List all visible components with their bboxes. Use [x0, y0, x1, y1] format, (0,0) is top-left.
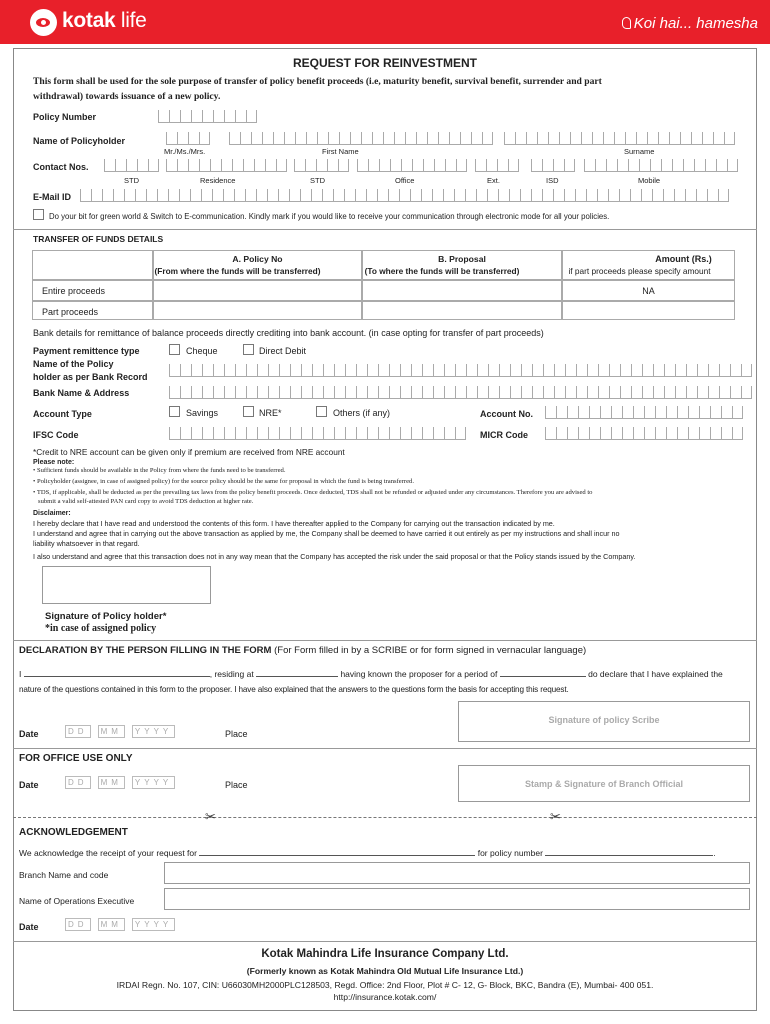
row2-amount-cell[interactable]: [562, 301, 735, 320]
note-2: • Policyholder (assignee, in case of assigned policy) for the source policy should be the same for proposal in which the fund is being transferred.: [33, 478, 414, 485]
tagline: Koi hai... hamesha: [622, 15, 758, 32]
cut-line: [13, 817, 757, 818]
note-3b: submit a valid self-attested PAN card copy to avoid TDS deduction at higher rate.: [38, 498, 254, 505]
email-boxes[interactable]: [80, 189, 729, 203]
operations-exec-field[interactable]: [164, 888, 750, 910]
note-3: • TDS, if applicable, shall be deducted as per the prevailing tax laws from the policy benefit proceeds. Once deducted, TDS shall not be refunded or adjusted under any circumstances. Therefore you are advised to: [33, 489, 593, 496]
declaration-date-field[interactable]: DD MM YYYY: [65, 725, 175, 738]
isd-sublabel: ISD: [546, 176, 559, 185]
scissors-icon: ✂: [205, 809, 216, 824]
nre-checkbox[interactable]: [243, 406, 254, 417]
row1-policy-cell[interactable]: [153, 280, 362, 301]
notes-heading: Please note:: [33, 459, 75, 466]
col-b-subtitle: (To where the funds will be transferred): [364, 266, 520, 276]
savings-checkbox[interactable]: [169, 406, 180, 417]
row2-proposal-cell[interactable]: [362, 301, 562, 320]
account-number-label: Account No.: [480, 409, 533, 419]
policy-number-label: Policy Number: [33, 112, 97, 122]
brand-name: kotak life: [62, 9, 147, 32]
account-number-boxes[interactable]: [545, 406, 743, 420]
signature-sublabel: *in case of assigned policy: [45, 623, 157, 634]
policy-number-boxes[interactable]: [158, 110, 257, 124]
ecommunication-text: Do your bit for green world & Switch to E-communication. Kindly mark if you would like to receive your communication through electronic mode for all your policies.: [49, 212, 610, 221]
bank-name-boxes[interactable]: [169, 386, 752, 400]
std-sublabel-1: STD: [124, 176, 139, 185]
footer-registration: IRDAI Regn. No. 107, CIN: U66030MH2000PLC128503, Regd. Office: 2nd Floor, Plot # C- 12, G- Block, BKC, Bandra (E), Mumbai- 400 051.: [116, 980, 654, 990]
declaration-date-label: Date: [19, 729, 39, 739]
footer-url[interactable]: http://insurance.kotak.com/: [333, 992, 437, 1002]
residence-sublabel: Residence: [200, 176, 236, 185]
bank-holder-boxes[interactable]: [169, 364, 752, 378]
bank-holder-label-2: holder as per Bank Record: [33, 372, 148, 382]
account-type-label: Account Type: [33, 409, 92, 419]
nre-label: NRE*: [259, 408, 282, 418]
bank-details-intro: Bank details for remittance of balance proceeds directly crediting into bank account. (in case opting for transfer of part proceeds): [33, 328, 544, 338]
email-label: E-Mail ID: [33, 192, 72, 202]
office-sublabel: Office: [395, 176, 415, 185]
surname-sublabel: Surname: [624, 147, 655, 156]
direct-debit-checkbox[interactable]: [243, 344, 254, 355]
col-a-title: A. Policy No: [232, 254, 283, 264]
micr-label: MICR Code: [480, 430, 528, 440]
part-proceeds-label: Part proceeds: [42, 307, 99, 317]
disclaimer-1: I hereby declare that I have read and understood the contents of this form. I have thereafter applied to the Company for carrying out the transaction indicated by me.: [33, 519, 555, 528]
declaration-heading: DECLARATION BY THE PERSON FILLING IN THE FORM (For Form filled in by a SCRIBE or for form signed in vernacular language): [19, 645, 587, 656]
divider: [13, 229, 757, 230]
declaration-line-2: nature of the questions contained in this form to the proposer. I have also explained that the answers to the questions form the basis for accepting this request.: [19, 685, 569, 694]
policyholder-name-label: Name of Policyholder: [33, 136, 126, 146]
footer-company: Kotak Mahindra Life Insurance Company Ltd.: [261, 948, 509, 960]
std-sublabel-2: STD: [310, 176, 325, 185]
std-res-boxes[interactable]: [104, 159, 159, 173]
ext-boxes[interactable]: [475, 159, 519, 173]
intro-line-1: This form shall be used for the sole purpose of transfer of policy benefit proceeds (i.e, maturity benefit, survival benefit, surrender and part: [33, 76, 602, 87]
request-type-blank[interactable]: [199, 855, 475, 856]
surname-boxes[interactable]: [504, 132, 735, 146]
col-c-title: Amount (Rs.): [655, 254, 712, 264]
row2-policy-cell[interactable]: [153, 301, 362, 320]
divider: [13, 748, 757, 749]
contact-label: Contact Nos.: [33, 162, 89, 172]
office-date-label: Date: [19, 780, 39, 790]
payment-type-label: Payment remittence type: [33, 346, 140, 356]
operations-exec-label: Name of Operations Executive: [19, 896, 135, 906]
row1-proposal-cell[interactable]: [362, 280, 562, 301]
others-label: Others (if any): [333, 408, 391, 418]
micr-boxes[interactable]: [545, 427, 743, 441]
entire-proceeds-amount: NA: [642, 286, 655, 296]
divider: [13, 941, 757, 942]
footer-formerly: (Formerly known as Kotak Mahindra Old Mutual Life Insurance Ltd.): [246, 966, 524, 976]
ifsc-boxes[interactable]: [169, 427, 466, 441]
nre-credit-note: *Credit to NRE account can be given only if premium are received from NRE account: [33, 447, 345, 457]
declaration-line-1: I , residing at having known the proposer for a period of do declare that I have explained the: [19, 669, 723, 679]
office-date-field[interactable]: DD MM YYYY: [65, 776, 175, 789]
col-b-title: B. Proposal: [438, 254, 486, 264]
ifsc-label: IFSC Code: [33, 430, 79, 440]
std-office-boxes[interactable]: [294, 159, 349, 173]
period-blank[interactable]: [500, 676, 586, 677]
disclaimer-2: I understand and agree that in carrying out the above transaction as applied by me, the Company shall be deemed to have carried it out entirely as per my instructions and shall incur no: [33, 529, 620, 538]
office-boxes[interactable]: [357, 159, 467, 173]
mobile-sublabel: Mobile: [638, 176, 661, 185]
col-a-subtitle: (From where the funds will be transferred): [154, 266, 321, 276]
savings-label: Savings: [186, 408, 219, 418]
signature-label: Signature of Policy holder*: [45, 611, 167, 622]
residence-boxes[interactable]: [166, 159, 287, 173]
isd-boxes[interactable]: [531, 159, 575, 173]
policyholder-signature-box[interactable]: [42, 566, 211, 604]
acknowledgement-line: We acknowledge the receipt of your request for for policy number .: [19, 848, 716, 858]
bank-holder-label-1: Name of the Policy: [33, 359, 114, 369]
cheque-label: Cheque: [186, 346, 218, 356]
branch-name-label: Branch Name and code: [19, 870, 109, 880]
cheque-checkbox[interactable]: [169, 344, 180, 355]
others-checkbox[interactable]: [316, 406, 327, 417]
scribe-signature-label: Signature of policy Scribe: [548, 715, 660, 725]
divider: [13, 640, 757, 641]
declaration-place-label: Place: [225, 729, 248, 739]
intro-line-2: withdrawal) towards issuance of a new policy.: [33, 91, 221, 102]
kotak-logo-icon: [30, 9, 57, 36]
first-name-sublabel: First Name: [322, 147, 359, 156]
first-name-boxes[interactable]: [229, 132, 493, 146]
title-boxes[interactable]: [166, 132, 210, 146]
form-title: REQUEST FOR REINVESTMENT: [292, 56, 477, 70]
direct-debit-label: Direct Debit: [259, 346, 307, 356]
disclaimer-3: I also understand and agree that this transaction does not in any way mean that the Company has accepted the risk under the said proposal or that the Policy stands issued by the Company.: [33, 552, 636, 561]
scribe-address-blank[interactable]: [256, 676, 338, 677]
note-1: • Sufficient funds should be available in the Policy from where the funds need to be transferred.: [33, 467, 286, 474]
disclaimer-2b: liability whatsoever in that regard.: [33, 539, 140, 548]
col-c-subtitle: if part proceeds please specify amount: [568, 266, 711, 276]
acknowledgement-heading: ACKNOWLEDGEMENT: [19, 827, 128, 838]
entire-proceeds-label: Entire proceeds: [42, 286, 106, 296]
mobile-boxes[interactable]: [584, 159, 738, 173]
scribe-name-blank[interactable]: [24, 676, 210, 677]
ack-policy-number-blank[interactable]: [545, 855, 713, 856]
title-sublabel: Mr./Ms./Mrs.: [164, 147, 206, 156]
ack-date-label: Date: [19, 922, 39, 932]
ecommunication-checkbox[interactable]: [33, 209, 44, 220]
office-use-heading: FOR OFFICE USE ONLY: [19, 753, 133, 764]
person-icon: [622, 17, 631, 29]
branch-name-field[interactable]: [164, 862, 750, 884]
header-bar: [0, 0, 770, 44]
transfer-heading: TRANSFER OF FUNDS DETAILS: [33, 234, 164, 244]
disclaimer-heading: Disclaimer:: [33, 510, 71, 517]
scissors-icon: ✂: [550, 809, 561, 824]
office-place-label: Place: [225, 780, 248, 790]
ext-sublabel: Ext.: [487, 176, 500, 185]
branch-stamp-label: Stamp & Signature of Branch Official: [524, 779, 684, 789]
bank-name-label: Bank Name & Address: [33, 388, 130, 398]
ack-date-field[interactable]: DD MM YYYY: [65, 918, 175, 931]
